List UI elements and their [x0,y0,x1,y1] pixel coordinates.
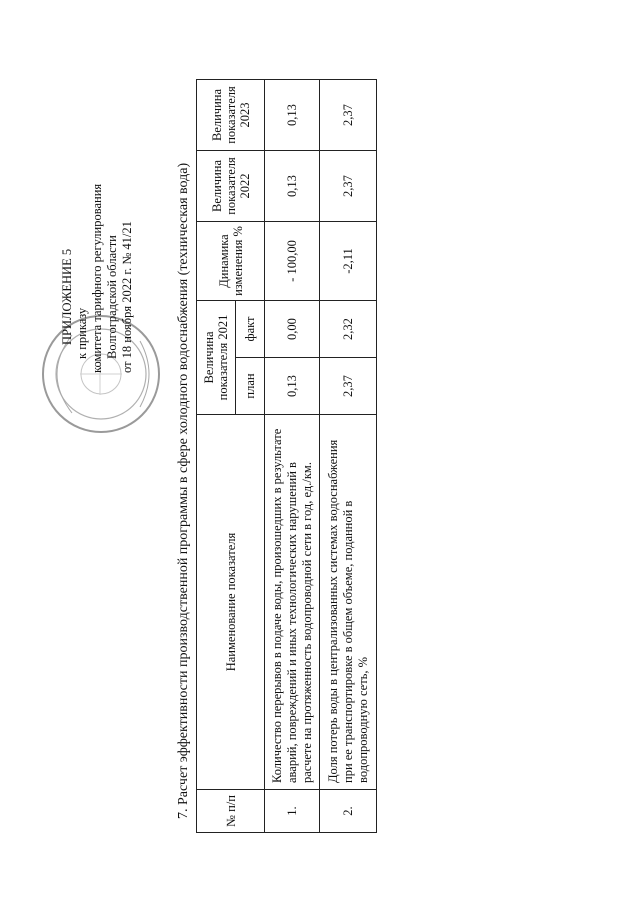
header-plan: план [236,358,265,415]
header-value-2022: Величина показателя 2022 [197,151,265,222]
row-number: 1. [265,790,320,833]
row-plan-value: 2,37 [320,358,377,415]
appendix-number: ПРИЛОЖЕНИЕ 5 [60,248,74,345]
table-row [320,80,377,833]
row-value-2022: 2,37 [320,151,377,222]
row-fact-value: 2,32 [320,301,377,358]
row-indicator-name: Доля потерь воды в централизованных системах водоснабжения при ее транспортировке в общем объеме, поданной в водопроводную сеть, % [320,415,377,790]
header-indicator-name: Наименование показателя [197,415,265,790]
row-dynamics-value: -2,11 [320,222,377,301]
table-header-row [197,80,236,833]
row-number: 2. [320,790,377,833]
header-value-2023: Величина показателя 2023 [197,80,265,151]
row-value-2022: 0,13 [265,151,320,222]
row-fact-value: 0,00 [265,301,320,358]
row-dynamics-value: - 100,00 [265,222,320,301]
appendix-date: от 18 ноября 2022 г. № 41/21 [120,221,134,373]
section-title: 7. Расчет эффективности производственной программы в сфере холодного водоснабжения (техническая вода) [176,162,191,819]
efficiency-table [196,79,377,833]
appendix-order-ref: к приказу [75,307,89,359]
row-indicator-name: Количество перерывов в подаче воды, произошедших в результате аварий, повреждений и иных технологических нарушений в расчете на протяженность водопроводной сети в год, ед./км. [265,415,320,790]
appendix-region: Волгоградской области [105,235,119,359]
row-value-2023: 2,37 [320,80,377,151]
table-row [265,80,320,833]
appendix-committee: комитета тарифного регулирования [90,183,104,373]
appendix-header [60,43,135,373]
header-fact: факт [236,301,265,358]
row-value-2023: 0,13 [265,80,320,151]
header-value-2021: Величина показателя 2021 [197,301,236,415]
header-number: № п/п [197,790,265,833]
header-dynamics: Динамика изменения % [197,222,265,301]
row-plan-value: 0,13 [265,358,320,415]
